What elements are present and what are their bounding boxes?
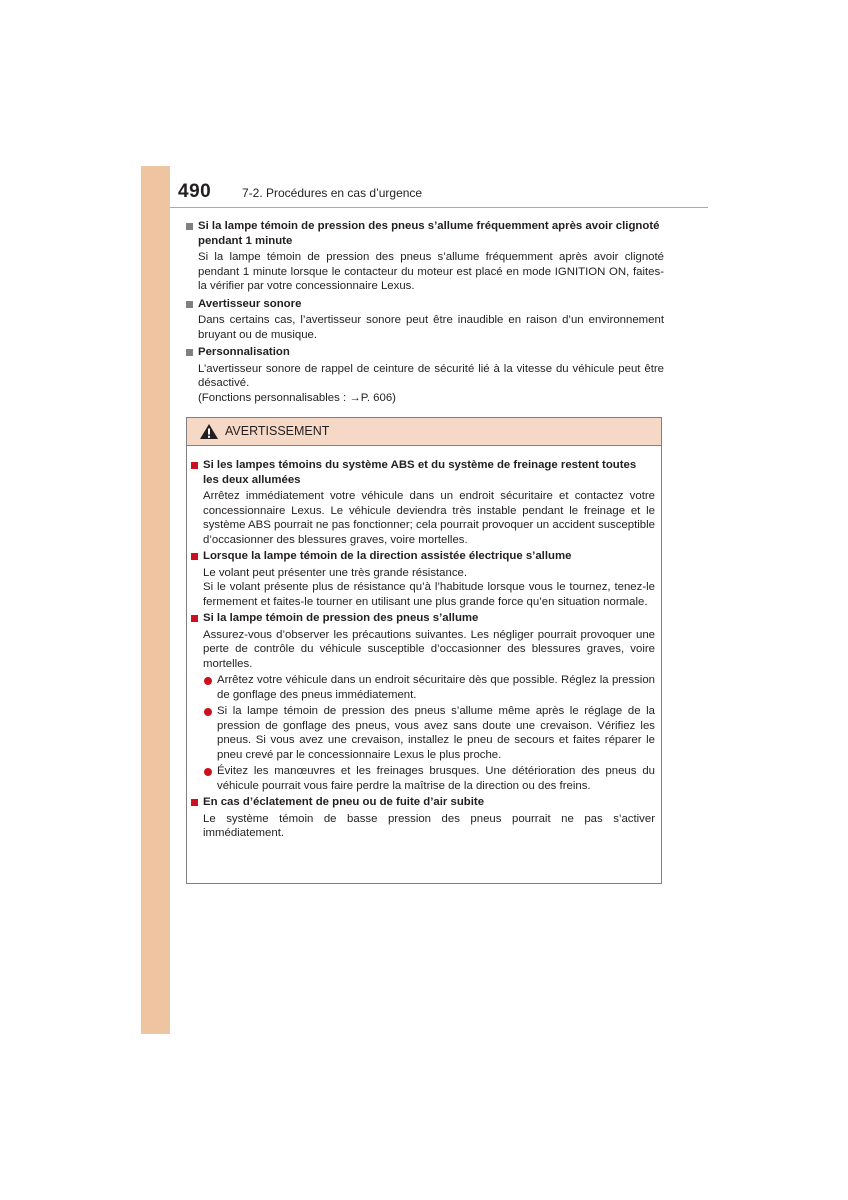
warning-item-text: Assurez-vous d’observer les précautions suivantes. Les négliger pourrait provoquer une perte de contrôle du véhicule susceptible d’occasionner des blessures graves, voire mortelles. <box>203 628 655 670</box>
red-dot-bullet-icon <box>204 677 212 685</box>
warning-box <box>186 417 662 884</box>
section-text: Dans certains cas, l’avertisseur sonore peut être inaudible en raison d’un environnement bruyant ou de musique. <box>198 314 664 341</box>
red-square-bullet-icon <box>191 462 198 469</box>
warning-bullet-item: Évitez les manœuvres et les freinages brusques. Une détérioration des pneus du véhicule pourrait vous faire perdre la maîtrise de la direction ou des freins. <box>191 764 655 793</box>
cross-reference[interactable]: (Fonctions personnalisables : →P. 606) <box>198 391 396 404</box>
warning-bullet-item: Si la lampe témoin de pression des pneus s’allume même après le réglage de la pression de gonflage des pneus, vous avez sans doute une crevaison. Vérifiez les pneus. Si vous avez une crevaison, installez le pneu de secours et faites réparer le pneu crevé par le concessionnaire Lexus le plus proche. <box>191 704 655 762</box>
section-text: Si la lampe témoin de pression des pneus s’allume fréquemment après avoir clignoté pendant 1 minute lorsque le contacteur du moteur est placé en mode IGNITION ON, faites-la vérifier par votre concessionnaire Lexus. <box>198 251 664 292</box>
warning-item-heading: Lorsque la lampe témoin de la direction assistée électrique s’allume <box>191 549 655 564</box>
warning-item-text: Le volant peut présenter une très grande résistance. Si le volant présente plus de résistance qu’à l’habitude lorsque vous le tournez, tenez-le fermement et faites-le tourner en utilisant une plus grande force qu’en situation normale. <box>203 566 655 608</box>
warning-item-text: Le système témoin de basse pression des pneus pourrait ne pas s’activer immédiatement. <box>203 812 655 839</box>
chapter-title: 7-2. Procédures en cas d’urgence <box>242 186 423 200</box>
warning-item-heading: Si la lampe témoin de pression des pneus s’allume <box>191 611 655 626</box>
red-square-bullet-icon <box>191 553 198 560</box>
warning-item-text: Arrêtez immédiatement votre véhicule dans un endroit sécuritaire et contactez votre concessionnaire Lexus. Le véhicule deviendra très instable pendant le freinage et le système ABS pourrait ne pas fonctionner; cela pourrait provoquer un accident susceptible d’occasionner des blessures graves, voire mortelles. <box>203 490 655 546</box>
warning-triangle-icon <box>199 423 219 445</box>
red-dot-bullet-icon <box>204 708 212 716</box>
square-bullet-icon <box>186 301 193 308</box>
chapter-sidebar-tab <box>141 166 170 1034</box>
warning-bullet-item: Arrêtez votre véhicule dans un endroit sécuritaire dès que possible. Réglez la pression de gonflage des pneus immédiatement. <box>191 673 655 702</box>
page-number: 490 <box>178 181 212 202</box>
section-heading: Personnalisation <box>186 345 664 360</box>
warning-item-heading: Si les lampes témoins du système ABS et du système de freinage restent toutes les deux allumées <box>191 458 655 487</box>
main-content <box>186 216 664 407</box>
header-divider <box>170 207 708 208</box>
warning-header <box>187 418 661 446</box>
section-heading: Si la lampe témoin de pression des pneus s’allume fréquemment après avoir clignoté pendant 1 minute <box>186 219 664 248</box>
square-bullet-icon <box>186 223 193 230</box>
warning-item-heading: En cas d’éclatement de pneu ou de fuite d’air subite <box>191 795 655 810</box>
warning-body <box>187 446 661 841</box>
section-text: L’avertisseur sonore de rappel de ceinture de sécurité lié à la vitesse du véhicule peut être désactivé. (Fonctions personnalisables : →P. 606) <box>198 362 664 404</box>
red-square-bullet-icon <box>191 799 198 806</box>
square-bullet-icon <box>186 349 193 356</box>
page-header <box>178 178 708 206</box>
red-dot-bullet-icon <box>204 768 212 776</box>
section-heading: Avertisseur sonore <box>186 297 664 312</box>
red-square-bullet-icon <box>191 615 198 622</box>
warning-title: AVERTISSEMENT <box>225 424 330 438</box>
